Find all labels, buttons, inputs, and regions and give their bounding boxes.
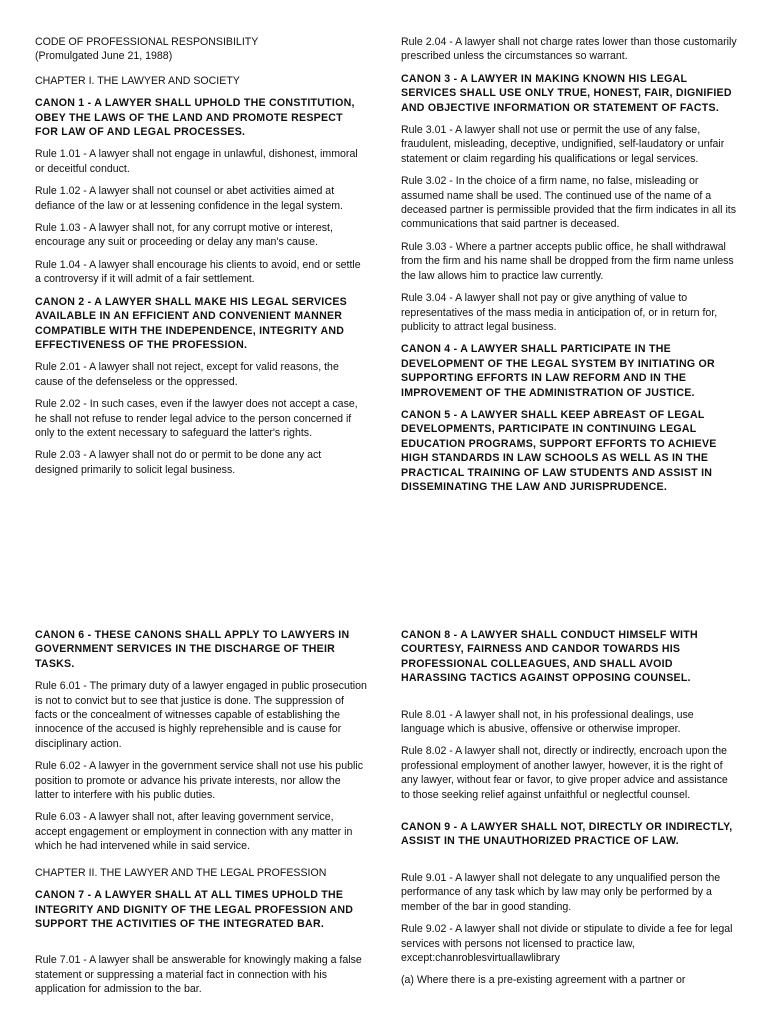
canon-6: CANON 6 - THESE CANONS SHALL APPLY TO LAWYERS IN GOVERNMENT SERVICES IN THE DISCHARGE OF THEIR TASKS. (35, 629, 350, 670)
canon-9: CANON 9 - A LAWYER SHALL NOT, DIRECTLY OR INDIRECTLY, ASSIST IN THE UNAUTHORIZED PRACTICE OF LAW. (401, 821, 733, 848)
document-title: CODE OF PROFESSIONAL RESPONSIBILITY (35, 36, 259, 48)
canon-3: CANON 3 - A LAWYER IN MAKING KNOWN HIS LEGAL SERVICES SHALL USE ONLY TRUE, HONEST, FAIR, DIGNIFIED AND OBJECTIVE INFORMATION OR STATEMENT OF FACTS. (401, 72, 732, 114)
chapter-heading: CHAPTER I. THE LAWYER AND SOCIETY (35, 74, 240, 87)
rule-1-01: Rule 1.01 - A lawyer shall not engage in unlawful, dishonest, immoral or deceitful conduct. (35, 148, 358, 175)
spacer (401, 810, 737, 820)
rule-2-03: Rule 2.03 - A lawyer shall not do or permit to be done any act designed primarily to solicit legal business. (35, 449, 322, 476)
rule-9-01: Rule 9.01 - A lawyer shall not delegate to any unqualified person the performance of any task which by law may only be performed by a member of the bar in good standing. (401, 871, 721, 913)
rule-2-01: Rule 2.01 - A lawyer shall not reject, except for valid reasons, the cause of the defenseless or the oppressed. (35, 361, 339, 388)
rule-8-01: Rule 8.01 - A lawyer shall not, in his professional dealings, use language which is abusive, offensive or otherwise improper. (401, 708, 694, 736)
document-header (35, 35, 367, 64)
spacer (401, 857, 737, 871)
rule-9-02: Rule 9.02 - A lawyer shall not divide or stipulate to divide a fee for legal services with persons not licensed to practice law, except:chanroblesvirtuallawlibrary (401, 923, 733, 964)
chapter-heading-2: CHAPTER II. THE LAWYER AND THE LEGAL PROFESSION (35, 866, 327, 879)
canon-1: CANON 1 - A LAWYER SHALL UPHOLD THE CONSTITUTION, OBEY THE LAWS OF THE LAND AND PROMOTE RESPECT FOR LAW OF AND LEGAL PROCESSES. (35, 97, 355, 139)
rule-6-03: Rule 6.03 - A lawyer shall not, after leaving government service, accept engagement or employment in connection with any matter in which he had intervened while in said service. (35, 811, 353, 853)
promulgation-date: (Promulgated June 21, 1988) (35, 50, 173, 63)
rule-1-04: Rule 1.04 - A lawyer shall encourage his clients to avoid, end or settle a controversy if it will admit of a fair settlement. (35, 258, 361, 286)
canon-5: CANON 5 - A LAWYER SHALL KEEP ABREAST OF LEGAL DEVELOPMENTS, PARTICIPATE IN CONTINUING LEGAL EDUCATION PROGRAMS, SUPPORT EFFORTS TO ACHIEVE HIGH STANDARDS IN LAW SCHOOLS AS WELL AS IN THE PRACTICAL TRAINING OF LAW STUDENTS AND ASSIST IN DISSEMINATING THE LAW AND JURISPRUDENCE. (401, 408, 717, 493)
rule-8-02: Rule 8.02 - A lawyer shall not, directly or indirectly, encroach upon the professional employment of another lawyer, however, it is the right of any lawyer, without fear or favor, to give proper advice and assistance to those seeking relief against unfaithful or neglectful counsel. (401, 745, 728, 801)
canon-4: CANON 4 - A LAWYER SHALL PARTICIPATE IN THE DEVELOPMENT OF THE LEGAL SYSTEM BY INITIATING OR SUPPORTING EFFORTS IN LAW REFORM AND IN THE IMPROVEMENT OF THE ADMINISTRATION OF JUSTICE. (401, 343, 715, 399)
spacer (401, 694, 737, 708)
canon-8: CANON 8 - A LAWYER SHALL CONDUCT HIMSELF WITH COURTESY, FAIRNESS AND CANDOR TOWARDS HIS PROFESSIONAL COLLEAGUES, AND SHALL AVOID HARASSING TACTICS AGAINST OPPOSING COUNSEL. (401, 629, 698, 685)
left-column-top (35, 35, 367, 485)
right-column-top (401, 35, 737, 502)
canon-2: CANON 2 - A LAWYER SHALL MAKE HIS LEGAL SERVICES AVAILABLE IN AN EFFICIENT AND CONVENIENT MANNER COMPATIBLE WITH THE INDEPENDENCE, INTEGRITY AND EFFECTIVENESS OF THE PROFESSION. (35, 295, 347, 351)
rule-6-01: Rule 6.01 - The primary duty of a lawyer engaged in public prosecution is not to convict but to see that justice is done. The suppression of facts or the concealment of witnesses capable of establishing the innocence of the accused is highly reprehensible and is cause for disciplinary action. (35, 680, 367, 750)
spacer (35, 939, 367, 953)
rule-9-02-item-a: (a) Where there is a pre-existing agreement with a partner or (401, 974, 686, 987)
rule-3-04: Rule 3.04 - A lawyer shall not pay or give anything of value to representatives of the mass media in anticipation of, or in return for, publicity to attract legal business. (401, 292, 718, 333)
rule-7-01: Rule 7.01 - A lawyer shall be answerable for knowingly making a false statement or suppressing a material fact in connection with his application for admission to the bar. (35, 954, 362, 996)
rule-3-03: Rule 3.03 - Where a partner accepts public office, he shall withdrawal from the firm and his name shall be dropped from the firm name unless the law allows him to practice law currently. (401, 240, 734, 282)
rule-2-04: Rule 2.04 - A lawyer shall not charge rates lower than those customarily prescribed unless the circumstances so warrant. (401, 36, 737, 63)
rule-3-01: Rule 3.01 - A lawyer shall not use or permit the use of any false, fraudulent, misleading, deceptive, undignified, self-laudatory or unfair statement or claim regarding his qualifications or legal services. (401, 124, 725, 165)
rule-2-02: Rule 2.02 - In such cases, even if the lawyer does not accept a case, he shall not refuse to render legal advice to the person concerned if only to the extent necessary to safeguard the latter's rights. (35, 398, 358, 439)
rule-6-02: Rule 6.02 - A lawyer in the government service shall not use his public position to promote or advance his private interests, nor allow the latter to interfere with his public duties. (35, 760, 363, 802)
left-column-bottom (35, 628, 367, 1005)
rule-1-02: Rule 1.02 - A lawyer shall not counsel or abet activities aimed at defiance of the law or at lessening confidence in the legal system. (35, 185, 343, 212)
right-column-bottom (401, 628, 737, 996)
rule-1-03: Rule 1.03 - A lawyer shall not, for any corrupt motive or interest, encourage any suit or proceeding or delay any man's cause. (35, 222, 333, 249)
rule-3-02: Rule 3.02 - In the choice of a firm name, no false, misleading or assumed name shall be used. The continued use of the name of a deceased partner is permissible provided that the firm indicates in all its communications that said partner is deceased. (401, 175, 737, 231)
canon-7: CANON 7 - A LAWYER SHALL AT ALL TIMES UPHOLD THE INTEGRITY AND DIGNITY OF THE LEGAL PROFESSION AND SUPPORT THE ACTIVITIES OF THE INTEGRATED BAR. (35, 889, 354, 930)
